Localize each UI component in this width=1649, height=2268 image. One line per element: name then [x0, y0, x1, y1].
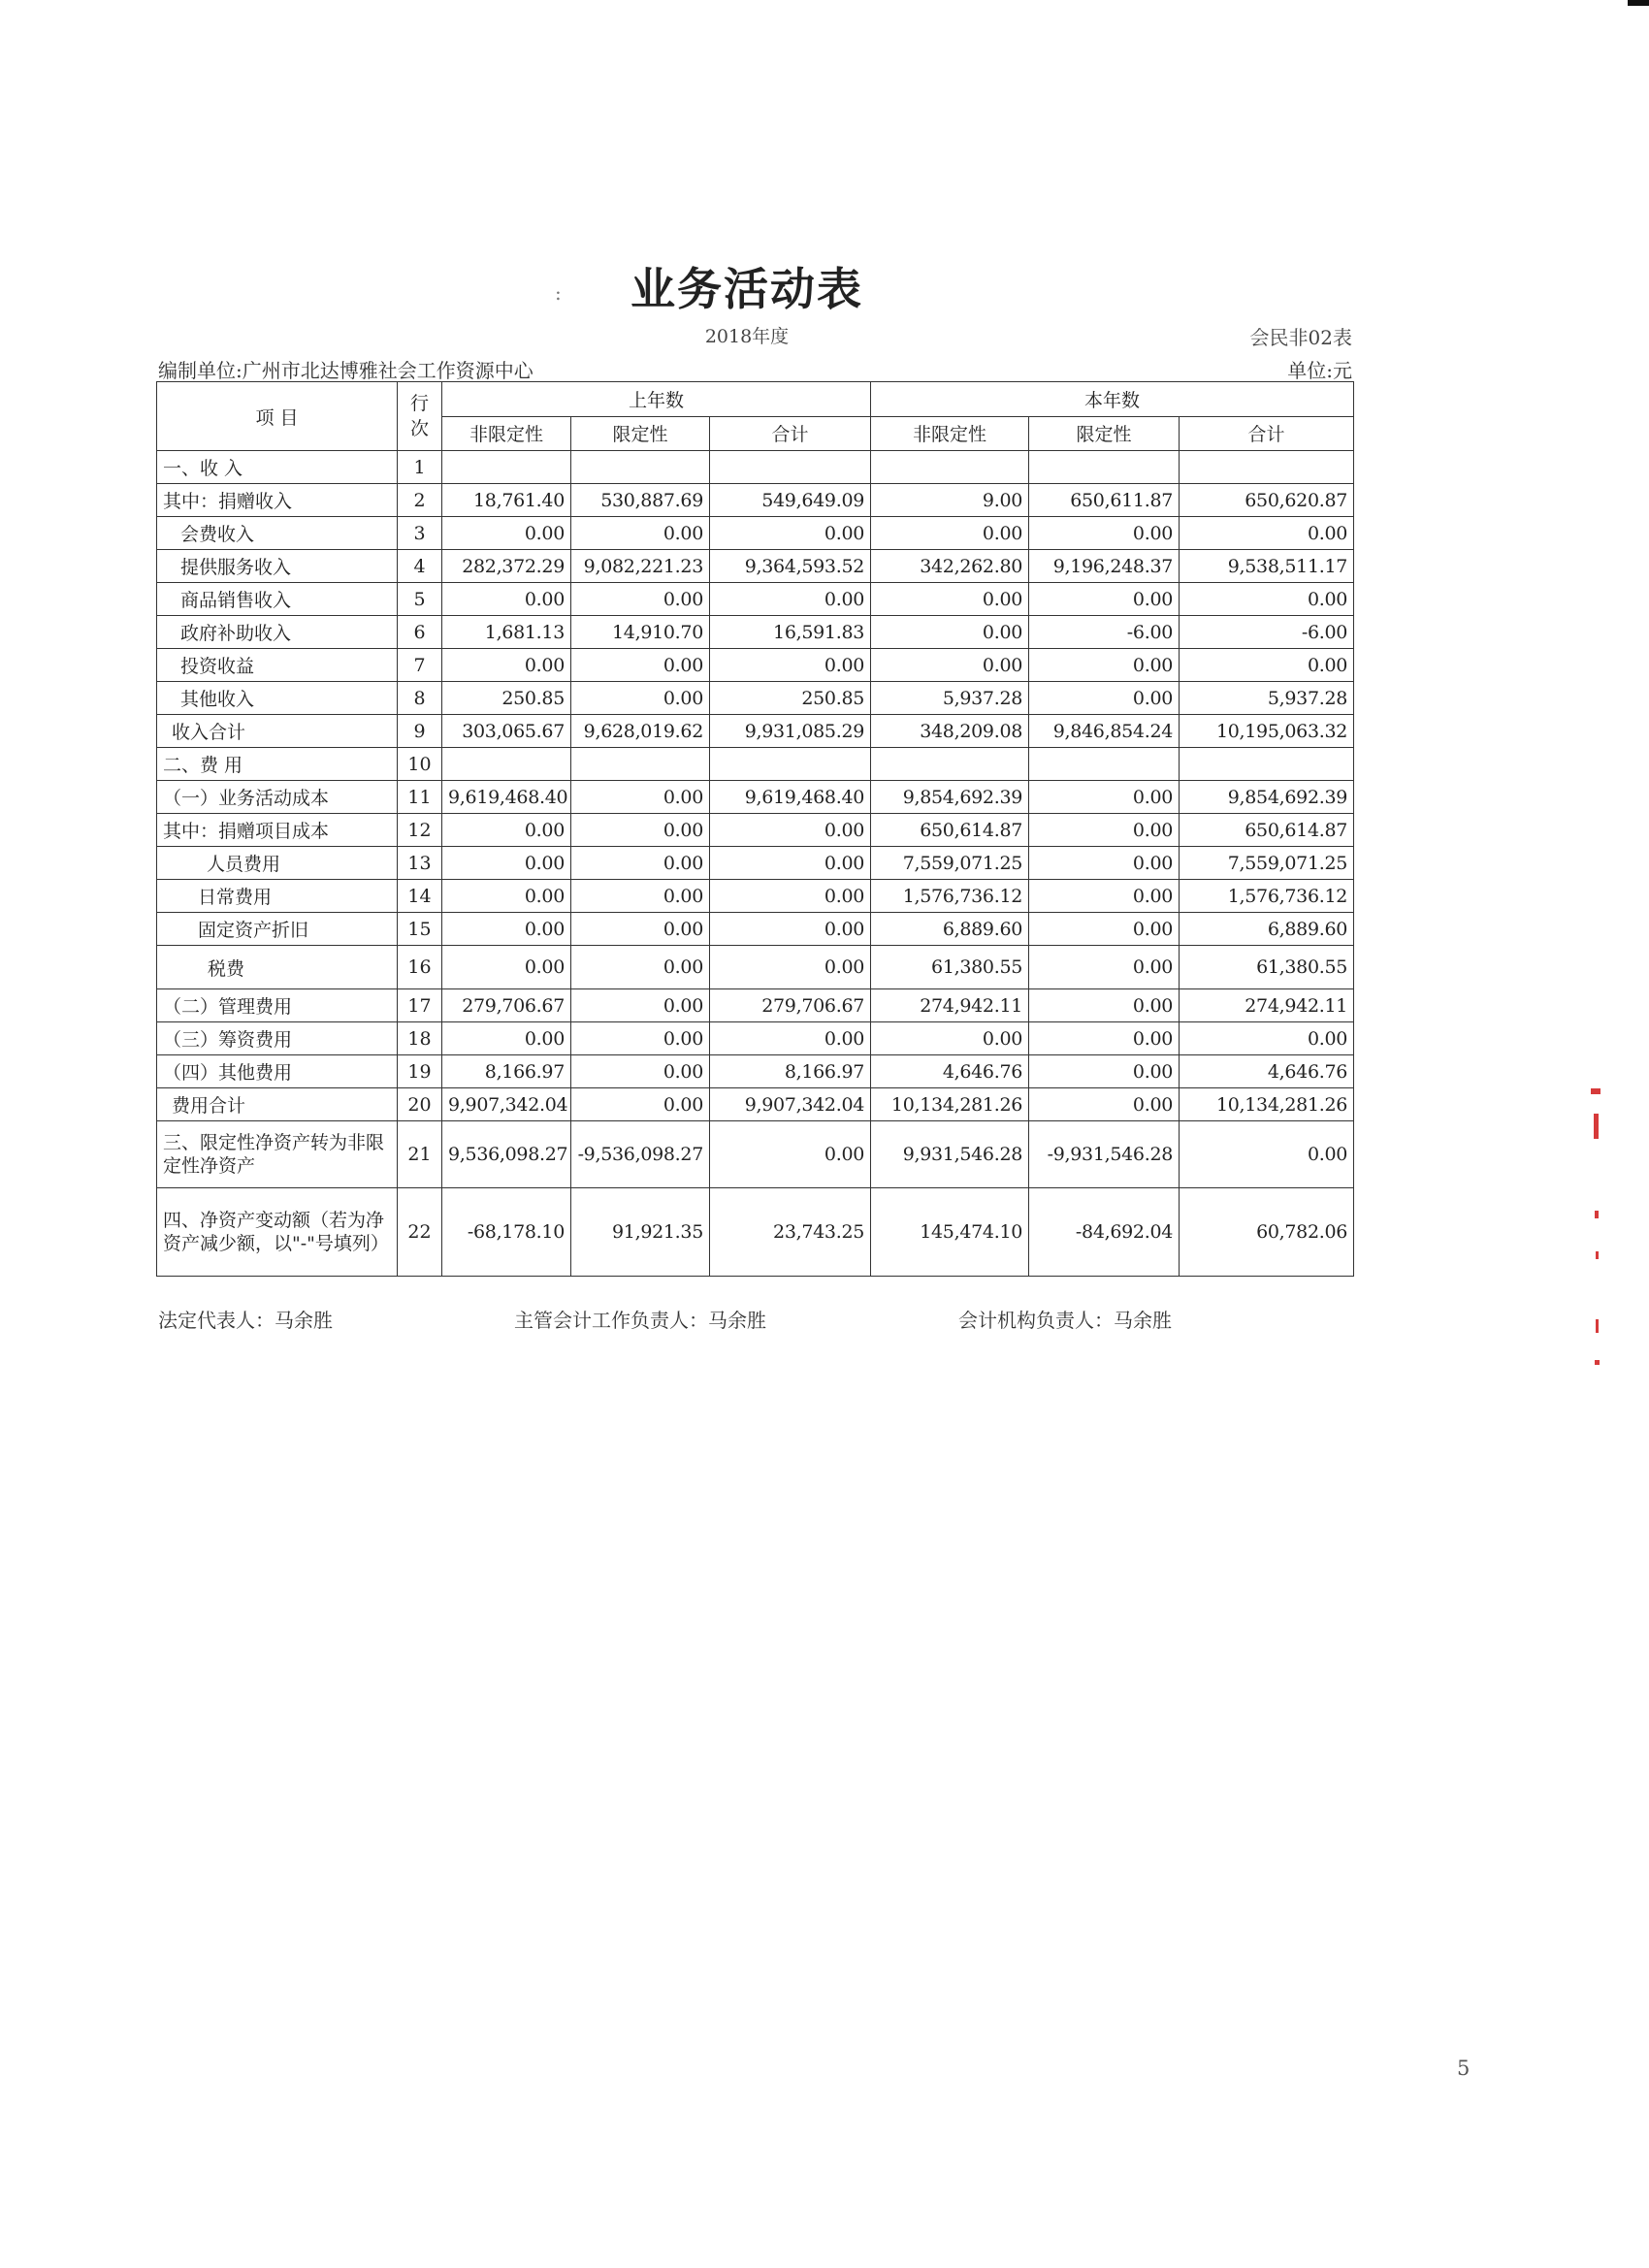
- table-row: [157, 989, 1354, 1022]
- cell-curr-restricted: -6.00: [1029, 616, 1180, 649]
- cell-prev-unrestricted: 9,536,098.27: [442, 1121, 571, 1188]
- cell-prev-unrestricted: 250.85: [442, 682, 571, 715]
- table-row: [157, 880, 1354, 913]
- cell-curr-restricted: 9,196,248.37: [1029, 550, 1180, 583]
- cell-prev-total: 250.85: [710, 682, 871, 715]
- red-stamp-mark: [1595, 1360, 1600, 1365]
- cell-prev-unrestricted: 8,166.97: [442, 1055, 571, 1088]
- table-row: [157, 616, 1354, 649]
- cell-prev-unrestricted: 0.00: [442, 946, 571, 989]
- table-row: [157, 1022, 1354, 1055]
- row-item-label: 投资收益: [157, 649, 398, 682]
- page-number: 5: [1457, 2057, 1471, 2080]
- row-number: 22: [398, 1188, 442, 1277]
- cell-curr-total: 0.00: [1180, 649, 1354, 682]
- header-current-year: 本年数: [871, 382, 1354, 417]
- cell-curr-restricted: 0.00: [1029, 880, 1180, 913]
- red-stamp-mark: [1591, 1088, 1600, 1094]
- row-item-label: 其他收入: [157, 682, 398, 715]
- form-code: 会民非02表: [1249, 326, 1352, 349]
- cell-prev-unrestricted: 9,907,342.04: [442, 1088, 571, 1121]
- table-row: [157, 748, 1354, 781]
- table-row: [157, 583, 1354, 616]
- cell-curr-unrestricted: 4,646.76: [871, 1055, 1029, 1088]
- cell-prev-unrestricted: [442, 748, 571, 781]
- cell-prev-restricted: 0.00: [571, 989, 710, 1022]
- accounting-org-head: 会计机构负责人：马余胜: [958, 1309, 1172, 1332]
- row-number: 13: [398, 847, 442, 880]
- cell-curr-total: 274,942.11: [1180, 989, 1354, 1022]
- cell-prev-unrestricted: 279,706.67: [442, 989, 571, 1022]
- cell-curr-unrestricted: 5,937.28: [871, 682, 1029, 715]
- cell-curr-unrestricted: [871, 748, 1029, 781]
- row-item-label: 二、费 用: [157, 748, 398, 781]
- cell-curr-restricted: 650,611.87: [1029, 484, 1180, 517]
- cell-prev-restricted: 0.00: [571, 814, 710, 847]
- cell-prev-total: 9,907,342.04: [710, 1088, 871, 1121]
- row-item-label: 会费收入: [157, 517, 398, 550]
- cell-curr-restricted: 0.00: [1029, 913, 1180, 946]
- activity-statement-table: [156, 381, 1354, 1277]
- row-number: 17: [398, 989, 442, 1022]
- row-number: 6: [398, 616, 442, 649]
- report-year: 2018年度: [704, 326, 790, 347]
- table-row: [157, 1188, 1354, 1277]
- cell-curr-total: -6.00: [1180, 616, 1354, 649]
- row-item-label: 日常费用: [157, 880, 398, 913]
- table-row: [157, 1088, 1354, 1121]
- cell-curr-total: 7,559,071.25: [1180, 847, 1354, 880]
- row-number: 10: [398, 748, 442, 781]
- cell-curr-unrestricted: 61,380.55: [871, 946, 1029, 989]
- cell-prev-restricted: 9,628,019.62: [571, 715, 710, 748]
- cell-curr-restricted: 0.00: [1029, 1022, 1180, 1055]
- row-number: 21: [398, 1121, 442, 1188]
- cell-prev-unrestricted: 0.00: [442, 583, 571, 616]
- cell-prev-unrestricted: 9,619,468.40: [442, 781, 571, 814]
- cell-prev-restricted: 14,910.70: [571, 616, 710, 649]
- header-previous-year: 上年数: [442, 382, 871, 417]
- cell-prev-total: 9,931,085.29: [710, 715, 871, 748]
- cell-curr-unrestricted: 0.00: [871, 583, 1029, 616]
- cell-curr-unrestricted: 9.00: [871, 484, 1029, 517]
- row-number: 20: [398, 1088, 442, 1121]
- table-row: [157, 913, 1354, 946]
- cell-prev-restricted: 530,887.69: [571, 484, 710, 517]
- row-number: 4: [398, 550, 442, 583]
- row-number: 19: [398, 1055, 442, 1088]
- cell-prev-total: 0.00: [710, 583, 871, 616]
- cell-curr-total: 9,538,511.17: [1180, 550, 1354, 583]
- cell-curr-unrestricted: 348,209.08: [871, 715, 1029, 748]
- cell-prev-restricted: 0.00: [571, 880, 710, 913]
- cell-curr-unrestricted: 9,931,546.28: [871, 1121, 1029, 1188]
- cell-curr-restricted: 0.00: [1029, 682, 1180, 715]
- cell-curr-restricted: 0.00: [1029, 847, 1180, 880]
- cell-prev-total: 0.00: [710, 1121, 871, 1188]
- cell-prev-restricted: 0.00: [571, 583, 710, 616]
- cell-curr-total: 6,889.60: [1180, 913, 1354, 946]
- cell-prev-restricted: 0.00: [571, 946, 710, 989]
- legal-representative: 法定代表人：马余胜: [158, 1309, 333, 1332]
- table-row: [157, 451, 1354, 484]
- cell-curr-unrestricted: [871, 451, 1029, 484]
- cell-prev-unrestricted: 0.00: [442, 814, 571, 847]
- cell-curr-total: 1,576,736.12: [1180, 880, 1354, 913]
- cell-prev-total: 23,743.25: [710, 1188, 871, 1277]
- cell-curr-total: 60,782.06: [1180, 1188, 1354, 1277]
- cell-curr-unrestricted: 0.00: [871, 517, 1029, 550]
- cell-prev-unrestricted: 1,681.13: [442, 616, 571, 649]
- row-number: 7: [398, 649, 442, 682]
- cell-prev-total: 0.00: [710, 517, 871, 550]
- cell-prev-unrestricted: 0.00: [442, 880, 571, 913]
- cell-curr-restricted: 0.00: [1029, 781, 1180, 814]
- cell-curr-unrestricted: 274,942.11: [871, 989, 1029, 1022]
- cell-prev-unrestricted: 0.00: [442, 649, 571, 682]
- red-stamp-mark: [1595, 1211, 1599, 1218]
- row-number: 1: [398, 451, 442, 484]
- header-item: 项 目: [157, 382, 398, 451]
- cell-prev-restricted: 0.00: [571, 517, 710, 550]
- cell-prev-total: 0.00: [710, 847, 871, 880]
- header-prev-total: 合计: [710, 416, 871, 451]
- row-number: 8: [398, 682, 442, 715]
- row-number: 14: [398, 880, 442, 913]
- row-item-label: 税费: [157, 946, 398, 989]
- cell-curr-unrestricted: 10,134,281.26: [871, 1088, 1029, 1121]
- cell-prev-total: 9,364,593.52: [710, 550, 871, 583]
- cell-prev-total: 0.00: [710, 946, 871, 989]
- cell-prev-total: 16,591.83: [710, 616, 871, 649]
- row-number: 3: [398, 517, 442, 550]
- cell-curr-total: 650,614.87: [1180, 814, 1354, 847]
- row-item-label: 提供服务收入: [157, 550, 398, 583]
- cell-curr-total: 0.00: [1180, 517, 1354, 550]
- cell-curr-unrestricted: 7,559,071.25: [871, 847, 1029, 880]
- header-row-number: 行次: [398, 382, 442, 451]
- table-row: [157, 517, 1354, 550]
- cell-prev-total: 279,706.67: [710, 989, 871, 1022]
- row-number: 12: [398, 814, 442, 847]
- cell-curr-total: 0.00: [1180, 1121, 1354, 1188]
- cell-prev-unrestricted: [442, 451, 571, 484]
- cell-prev-unrestricted: 0.00: [442, 847, 571, 880]
- cell-curr-unrestricted: 650,614.87: [871, 814, 1029, 847]
- cell-curr-unrestricted: 342,262.80: [871, 550, 1029, 583]
- cell-prev-unrestricted: 18,761.40: [442, 484, 571, 517]
- cell-curr-total: 5,937.28: [1180, 682, 1354, 715]
- cell-prev-total: 9,619,468.40: [710, 781, 871, 814]
- cell-curr-restricted: 0.00: [1029, 649, 1180, 682]
- cell-curr-restricted: 0.00: [1029, 814, 1180, 847]
- cell-prev-unrestricted: 0.00: [442, 913, 571, 946]
- table-row: [157, 715, 1354, 748]
- cell-curr-total: 10,195,063.32: [1180, 715, 1354, 748]
- cell-curr-unrestricted: 0.00: [871, 649, 1029, 682]
- cell-curr-restricted: -9,931,546.28: [1029, 1121, 1180, 1188]
- row-item-label: 费用合计: [157, 1088, 398, 1121]
- cell-prev-restricted: 0.00: [571, 682, 710, 715]
- cell-prev-restricted: 0.00: [571, 649, 710, 682]
- cell-curr-total: 0.00: [1180, 1022, 1354, 1055]
- cell-prev-restricted: 0.00: [571, 1055, 710, 1088]
- row-number: 9: [398, 715, 442, 748]
- red-stamp-mark: [1596, 1319, 1599, 1333]
- row-item-label: （一）业务活动成本: [157, 781, 398, 814]
- cell-prev-restricted: 91,921.35: [571, 1188, 710, 1277]
- row-item-label: 收入合计: [157, 715, 398, 748]
- cell-curr-restricted: -84,692.04: [1029, 1188, 1180, 1277]
- cell-curr-total: 4,646.76: [1180, 1055, 1354, 1088]
- cell-prev-unrestricted: 0.00: [442, 1022, 571, 1055]
- accounting-head: 主管会计工作负责人：马余胜: [514, 1309, 766, 1332]
- cell-prev-restricted: 0.00: [571, 1088, 710, 1121]
- cell-curr-unrestricted: 9,854,692.39: [871, 781, 1029, 814]
- table-row: [157, 1121, 1354, 1188]
- cell-prev-total: [710, 451, 871, 484]
- cell-prev-total: 0.00: [710, 913, 871, 946]
- cell-prev-unrestricted: 303,065.67: [442, 715, 571, 748]
- row-item-label: 一、收 入: [157, 451, 398, 484]
- cell-curr-restricted: 0.00: [1029, 989, 1180, 1022]
- row-number: 16: [398, 946, 442, 989]
- cell-curr-total: 650,620.87: [1180, 484, 1354, 517]
- row-item-label: 四、净资产变动额（若为净资产减少额，以"-"号填列）: [157, 1188, 398, 1277]
- row-item-label: 其中：捐赠项目成本: [157, 814, 398, 847]
- header-curr-total: 合计: [1180, 416, 1354, 451]
- cell-prev-restricted: 0.00: [571, 847, 710, 880]
- cell-prev-unrestricted: 0.00: [442, 517, 571, 550]
- cell-prev-total: 8,166.97: [710, 1055, 871, 1088]
- table-row: [157, 814, 1354, 847]
- organization-name: 编制单位:广州市北达博雅社会工作资源中心: [158, 359, 534, 382]
- cell-curr-unrestricted: 0.00: [871, 616, 1029, 649]
- cell-curr-restricted: [1029, 451, 1180, 484]
- cell-prev-total: 549,649.09: [710, 484, 871, 517]
- currency-unit: 单位:元: [1287, 359, 1352, 382]
- cell-curr-unrestricted: 1,576,736.12: [871, 880, 1029, 913]
- cell-prev-restricted: 0.00: [571, 781, 710, 814]
- cell-prev-restricted: -9,536,098.27: [571, 1121, 710, 1188]
- cell-curr-total: 61,380.55: [1180, 946, 1354, 989]
- header-prev-unrestricted: 非限定性: [442, 416, 571, 451]
- cell-curr-restricted: 9,846,854.24: [1029, 715, 1180, 748]
- row-item-label: 人员费用: [157, 847, 398, 880]
- cell-prev-unrestricted: 282,372.29: [442, 550, 571, 583]
- table-row: [157, 946, 1354, 989]
- table-row: [157, 847, 1354, 880]
- red-stamp-mark: [1594, 1114, 1599, 1139]
- scan-corner-mark: [1628, 0, 1649, 6]
- cell-prev-total: [710, 748, 871, 781]
- cell-curr-restricted: 0.00: [1029, 583, 1180, 616]
- cell-prev-total: 0.00: [710, 814, 871, 847]
- cell-curr-restricted: 0.00: [1029, 1055, 1180, 1088]
- table-row: [157, 1055, 1354, 1088]
- header-prev-restricted: 限定性: [571, 416, 710, 451]
- cell-prev-restricted: 0.00: [571, 913, 710, 946]
- row-item-label: 固定资产折旧: [157, 913, 398, 946]
- row-item-label: （四）其他费用: [157, 1055, 398, 1088]
- row-item-label: 三、限定性净资产转为非限定性净资产: [157, 1121, 398, 1188]
- row-item-label: 其中：捐赠收入: [157, 484, 398, 517]
- row-item-label: 商品销售收入: [157, 583, 398, 616]
- cell-prev-total: 0.00: [710, 880, 871, 913]
- table-row: [157, 484, 1354, 517]
- cell-curr-total: 10,134,281.26: [1180, 1088, 1354, 1121]
- table-row: [157, 649, 1354, 682]
- row-number: 5: [398, 583, 442, 616]
- cell-prev-total: 0.00: [710, 649, 871, 682]
- cell-curr-restricted: 0.00: [1029, 946, 1180, 989]
- cell-prev-restricted: 9,082,221.23: [571, 550, 710, 583]
- cell-curr-restricted: [1029, 748, 1180, 781]
- cell-prev-total: 0.00: [710, 1022, 871, 1055]
- cell-prev-restricted: [571, 748, 710, 781]
- cell-curr-restricted: 0.00: [1029, 1088, 1180, 1121]
- row-number: 11: [398, 781, 442, 814]
- table-row: [157, 682, 1354, 715]
- cell-prev-restricted: 0.00: [571, 1022, 710, 1055]
- header-curr-unrestricted: 非限定性: [871, 416, 1029, 451]
- cell-curr-total: [1180, 748, 1354, 781]
- red-stamp-mark: [1596, 1251, 1599, 1259]
- cell-curr-unrestricted: 145,474.10: [871, 1188, 1029, 1277]
- row-item-label: （三）筹资费用: [157, 1022, 398, 1055]
- cell-curr-unrestricted: 0.00: [871, 1022, 1029, 1055]
- table-row: [157, 781, 1354, 814]
- row-item-label: 政府补助收入: [157, 616, 398, 649]
- cell-prev-restricted: [571, 451, 710, 484]
- cell-curr-unrestricted: 6,889.60: [871, 913, 1029, 946]
- cell-curr-total: [1180, 451, 1354, 484]
- row-number: 2: [398, 484, 442, 517]
- row-number: 18: [398, 1022, 442, 1055]
- row-item-label: （二）管理费用: [157, 989, 398, 1022]
- cell-prev-unrestricted: -68,178.10: [442, 1188, 571, 1277]
- scan-speck: :: [555, 281, 562, 305]
- cell-curr-total: 9,854,692.39: [1180, 781, 1354, 814]
- header-curr-restricted: 限定性: [1029, 416, 1180, 451]
- table-row: [157, 550, 1354, 583]
- cell-curr-total: 0.00: [1180, 583, 1354, 616]
- page-title: 业务活动表: [630, 263, 863, 315]
- cell-curr-restricted: 0.00: [1029, 517, 1180, 550]
- row-number: 15: [398, 913, 442, 946]
